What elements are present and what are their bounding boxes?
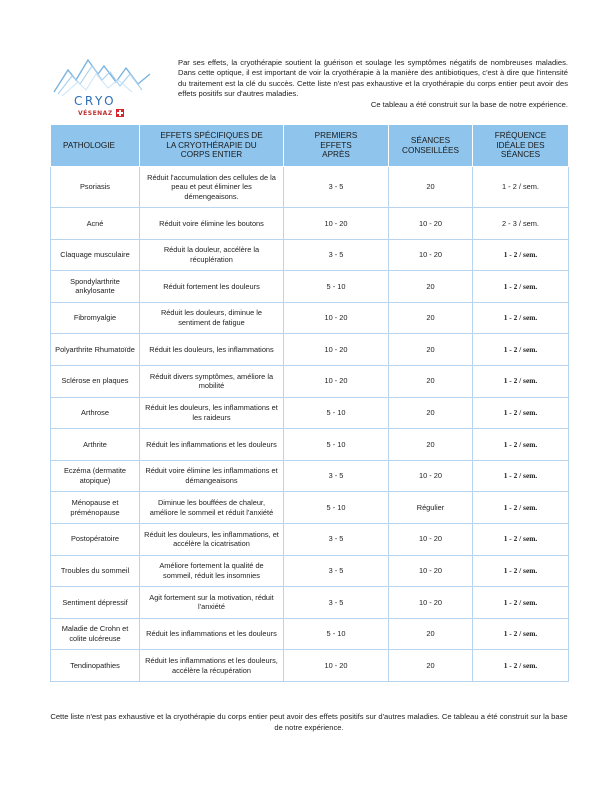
cell-effets: Réduit les douleurs, diminue le sentiment de fatigue	[140, 302, 284, 334]
cell-pathologie: Arthrite	[51, 429, 140, 461]
cryo-vesenaz-logo	[52, 52, 152, 124]
table-row	[51, 523, 569, 555]
table-row	[51, 650, 569, 682]
cell-effets: Réduit les douleurs, les inflammations	[140, 334, 284, 366]
cell-frequence: 1 - 2 / sem.	[473, 460, 569, 492]
cell-frequence: 2 - 3 / sem.	[473, 208, 569, 240]
header-effets	[140, 125, 284, 167]
cell-premiers-effets: 5 - 10	[284, 429, 389, 461]
cell-frequence: 1 - 2 / sem.	[473, 587, 569, 619]
table-row	[51, 167, 569, 208]
cell-seances: 20	[389, 302, 473, 334]
cell-premiers-effets: 3 - 5	[284, 167, 389, 208]
cell-effets: Diminue les bouffées de chaleur, améliore le sommeil et réduit l'anxiété	[140, 492, 284, 524]
header-frequence	[473, 125, 569, 167]
cell-pathologie: Ménopause et préménopause	[51, 492, 140, 524]
cell-premiers-effets: 5 - 10	[284, 271, 389, 303]
cell-seances: 20	[389, 365, 473, 397]
cell-premiers-effets: 10 - 20	[284, 650, 389, 682]
cell-effets: Réduit divers symptômes, améliore la mobilité	[140, 365, 284, 397]
cell-premiers-effets: 10 - 20	[284, 302, 389, 334]
footer-note: Cette liste n'est pas exhaustive et la cryothérapie du corps entier peut avoir des effets positifs sur d'autres maladies. Ce tableau a été construit sur la base de notre expérience.	[50, 712, 568, 732]
cell-pathologie: Tendinopathies	[51, 650, 140, 682]
cell-seances: 20	[389, 271, 473, 303]
cell-premiers-effets: 3 - 5	[284, 555, 389, 587]
cell-effets: Réduit les inflammations et les douleurs	[140, 618, 284, 650]
table-row	[51, 460, 569, 492]
cell-pathologie: Sentiment dépressif	[51, 587, 140, 619]
header-seances-text: SÉANCES CONSEILLÉES	[402, 135, 459, 155]
cell-frequence: 1 - 2 / sem.	[473, 429, 569, 461]
header-frequence-text: FRÉQUENCE IDÉALE DES SÉANCES	[494, 131, 547, 160]
table-header-row	[51, 125, 569, 167]
swiss-flag-icon	[116, 109, 124, 117]
header-effets-text: EFFETS SPÉCIFIQUES DE LA CRYOTHÉRAPIE DU CORPS ENTIER	[160, 131, 263, 160]
cell-seances: 20	[389, 167, 473, 208]
cell-effets: Réduit la douleur, accélère la récuplération	[140, 239, 284, 271]
header-premiers-effets	[284, 125, 389, 167]
header-seances	[389, 125, 473, 167]
cell-premiers-effets: 5 - 10	[284, 618, 389, 650]
cell-effets: Réduit les douleurs, les inflammations, et accélère la cicatrisation	[140, 523, 284, 555]
cell-pathologie: Arthrose	[51, 397, 140, 429]
cell-premiers-effets: 10 - 20	[284, 208, 389, 240]
intro-paragraph	[178, 58, 568, 110]
mountains-icon	[52, 52, 152, 96]
cell-frequence: 1 - 2 / sem.	[473, 334, 569, 366]
table-row	[51, 397, 569, 429]
cell-seances: Régulier	[389, 492, 473, 524]
cell-effets: Réduit les douleurs, les inflammations et les raideurs	[140, 397, 284, 429]
header-pathologie: PATHOLOGIE	[51, 125, 140, 167]
table-row	[51, 271, 569, 303]
table-row	[51, 302, 569, 334]
cell-seances: 20	[389, 334, 473, 366]
cell-seances: 20	[389, 397, 473, 429]
cell-pathologie: Maladie de Crohn et colite ulcéreuse	[51, 618, 140, 650]
cell-premiers-effets: 5 - 10	[284, 397, 389, 429]
cell-effets: Agit fortement sur la motivation, réduit l'anxiété	[140, 587, 284, 619]
cell-effets: Réduit fortement les douleurs	[140, 271, 284, 303]
cell-frequence: 1 - 2 / sem.	[473, 302, 569, 334]
logo-subtitle: VÉSENAZ	[78, 110, 113, 117]
cell-effets: Réduit les inflammations et les douleurs, accélère la récupération	[140, 650, 284, 682]
cell-seances: 20	[389, 429, 473, 461]
cell-pathologie: Eczéma (dermatite atopique)	[51, 460, 140, 492]
cell-pathologie: Polyarthrite Rhumatoïde	[51, 334, 140, 366]
table-row	[51, 429, 569, 461]
cell-seances: 10 - 20	[389, 587, 473, 619]
cell-pathologie: Troubles du sommeil	[51, 555, 140, 587]
table-row	[51, 239, 569, 271]
cell-pathologie: Acné	[51, 208, 140, 240]
cell-seances: 10 - 20	[389, 555, 473, 587]
cell-premiers-effets: 3 - 5	[284, 239, 389, 271]
cell-seances: 10 - 20	[389, 523, 473, 555]
cell-frequence: 1 - 2 / sem.	[473, 650, 569, 682]
header-premiers-text: PREMIERS EFFETS APRÈS	[314, 131, 358, 160]
cell-effets: Réduit les inflammations et les douleurs	[140, 429, 284, 461]
cell-frequence: 1 - 2 / sem.	[473, 523, 569, 555]
table-row	[51, 492, 569, 524]
cell-premiers-effets: 10 - 20	[284, 334, 389, 366]
cell-pathologie: Sclérose en plaques	[51, 365, 140, 397]
table-row	[51, 618, 569, 650]
cell-pathologie: Fibromyalgie	[51, 302, 140, 334]
table-body	[51, 167, 569, 682]
cell-frequence: 1 - 2 / sem.	[473, 492, 569, 524]
intro-last-line: Ce tableau a été construit sur la base de notre expérience.	[370, 99, 568, 109]
cell-frequence: 1 - 2 / sem.	[473, 365, 569, 397]
cell-premiers-effets: 10 - 20	[284, 365, 389, 397]
cell-frequence: 1 - 2 / sem.	[473, 397, 569, 429]
table-row	[51, 587, 569, 619]
cell-premiers-effets: 5 - 10	[284, 492, 389, 524]
cell-premiers-effets: 3 - 5	[284, 523, 389, 555]
cell-frequence: 1 - 2 / sem.	[473, 167, 569, 208]
intro-body: Par ses effets, la cryothérapie soutient la guérison et soulage les symptômes négatifs de nombreuses maladies. Dans cette optique, il est important de voir la cryothérapie à la manière des antibiotiques, c'est à dire que l'intensité du traitement est la clé du succès. Cette liste n'est pas exhaustive et la cryothérapie du corps entier peut avoir des effets positifs sur d'autres maladies.	[178, 58, 568, 99]
table-row	[51, 365, 569, 397]
cell-premiers-effets: 3 - 5	[284, 587, 389, 619]
cell-seances: 10 - 20	[389, 239, 473, 271]
cell-seances: 10 - 20	[389, 460, 473, 492]
cell-effets: Améliore fortement la qualité de sommeil, réduit les insomnies	[140, 555, 284, 587]
cell-seances: 10 - 20	[389, 208, 473, 240]
cell-seances: 20	[389, 618, 473, 650]
cell-pathologie: Claquage musculaire	[51, 239, 140, 271]
cell-pathologie: Psoriasis	[51, 167, 140, 208]
cell-seances: 20	[389, 650, 473, 682]
logo-word: CRYO	[74, 94, 117, 108]
cell-frequence: 1 - 2 / sem.	[473, 618, 569, 650]
cell-effets: Réduit voire élimine les inflammations et démangeaisons	[140, 460, 284, 492]
table-row	[51, 208, 569, 240]
cell-pathologie: Spondylarthrite ankylosante	[51, 271, 140, 303]
cell-frequence: 1 - 2 / sem.	[473, 555, 569, 587]
pathology-table	[50, 124, 569, 682]
cell-premiers-effets: 3 - 5	[284, 460, 389, 492]
table-row	[51, 555, 569, 587]
cell-pathologie: Postopératoire	[51, 523, 140, 555]
cell-effets: Réduit l'accumulation des cellules de la peau et peut éliminer les démengeaisons.	[140, 167, 284, 208]
cell-effets: Réduit voire élimine les boutons	[140, 208, 284, 240]
cell-frequence: 1 - 2 / sem.	[473, 239, 569, 271]
table-row	[51, 334, 569, 366]
cell-frequence: 1 - 2 / sem.	[473, 271, 569, 303]
